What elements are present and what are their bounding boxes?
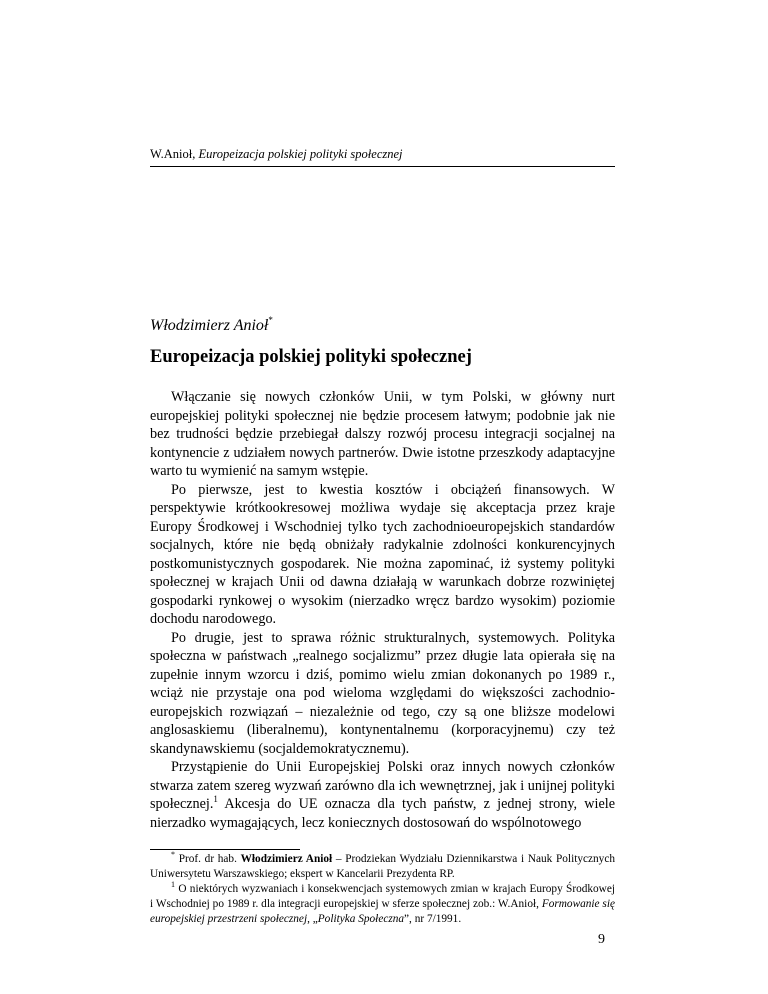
footnote-1-sep: , „ bbox=[307, 913, 318, 925]
footnote-1-post: ”, nr 7/1991. bbox=[404, 913, 462, 925]
header-rule bbox=[150, 166, 615, 167]
footnote-author-post: – Prodziekan Wydziału Dziennikarstwa i Nauk Politycznych Uniwersytetu Warszawskiego; ekspert w Kancelarii Prezydenta RP. bbox=[150, 853, 615, 880]
footnote-1-mark: 1 bbox=[171, 880, 175, 889]
footnote-author-pre: Prof. dr hab. bbox=[175, 853, 241, 865]
footnote-1-title: Formowanie się europejskiej przestrzeni społecznej bbox=[150, 898, 615, 925]
footnote-author-mark: * bbox=[171, 850, 175, 859]
footnote-ref-1[interactable]: 1 bbox=[213, 794, 218, 804]
article-body bbox=[150, 388, 615, 832]
footnote-author bbox=[150, 852, 615, 882]
footnotes bbox=[150, 852, 615, 927]
author-name bbox=[150, 316, 273, 336]
running-head bbox=[150, 146, 614, 162]
footnote-1-journal: Polityka Społeczna bbox=[317, 913, 405, 925]
footnote-1 bbox=[150, 882, 615, 927]
footnote-author-name: Włodzimierz Anioł bbox=[240, 853, 333, 865]
footnote-1-pre: O niektórych wyzwaniach i konsekwencjach systemowych zmian w krajach Europy Środkowej i Wschodniej po 1989 r. dla integracji europejskiej w sferze społecznej zob.: W.Anioł, bbox=[150, 883, 615, 910]
paragraph-4 bbox=[150, 758, 615, 832]
paragraph-1: Włączanie się nowych członków Unii, w tym Polski, w główny nurt europejskiej polityki społecznej nie będzie procesem łatwym; podobnie jak nie bez trudności będzie przebiegał dalszy rozwój procesu integracji socjalnej na kontynencie z udziałem nowych partnerów. Dwie istotne przeszkody adaptacyjne warto tu wymienić na samym wstępie. bbox=[150, 389, 615, 479]
paragraph-3: Po drugie, jest to sprawa różnic strukturalnych, systemowych. Polityka społeczna w państwach „realnego socjalizmu” przez długie lata opierała się na zupełnie innym wzorcu i dziś, pomimo wielu zmian dokonanych po 1989 r., wciąż nie przystaje ona pod wieloma względami do większości zachodnio-europejskich rozwiązań – niezależnie od tego, czy są one bliższe modelowi anglosaskiemu (liberalnemu), kontynentalnemu (korporacyjnemu) czy też skandynawskiemu (socjaldemokratycznemu). bbox=[150, 629, 615, 757]
paragraph-4-text-a: Przystąpienie do Unii Europejskiej Polski oraz innych nowych członków stwarza zatem szereg wyzwań zarówno dla ich wewnętrznej, jak i unijnej polityki społecznej. bbox=[150, 759, 615, 812]
running-head-author: W.Anioł, bbox=[150, 147, 199, 161]
page-number: 9 bbox=[598, 932, 605, 947]
running-head-title: Europeizacja polskiej polityki społecznej bbox=[198, 147, 403, 161]
author-name-text: Włodzimierz Anioł bbox=[150, 317, 269, 334]
author-footnote-mark[interactable]: * bbox=[268, 315, 273, 325]
article-title: Europeizacja polskiej polityki społecznej bbox=[150, 347, 472, 367]
paragraph-2: Po pierwsze, jest to kwestia kosztów i obciążeń finansowych. W perspektywie krótkookresowej możliwa wydaje się akceptacja przez kraje Europy Środkowej i Wschodniej tylko tych zachodnioeuropejskich standardów socjalnych, które nie będą obniżały radykalnie zdolności konkurencyjnych postkomunistycznych gospodarek. Nie można zapominać, iż systemy polityki społecznej w krajach Unii od dawna działają w warunkach dobrze rozwiniętej gospodarki rynkowej o wysokim (nierzadko wręcz bardzo wysokim) poziomie dochodu narodowego. bbox=[150, 481, 615, 627]
paragraph-4-text-b: Akcesja do UE oznacza dla tych państw, z jednej strony, wiele nierzadko wymagających, lecz koniecznych dostosowań do wspólnotowego bbox=[150, 796, 615, 831]
